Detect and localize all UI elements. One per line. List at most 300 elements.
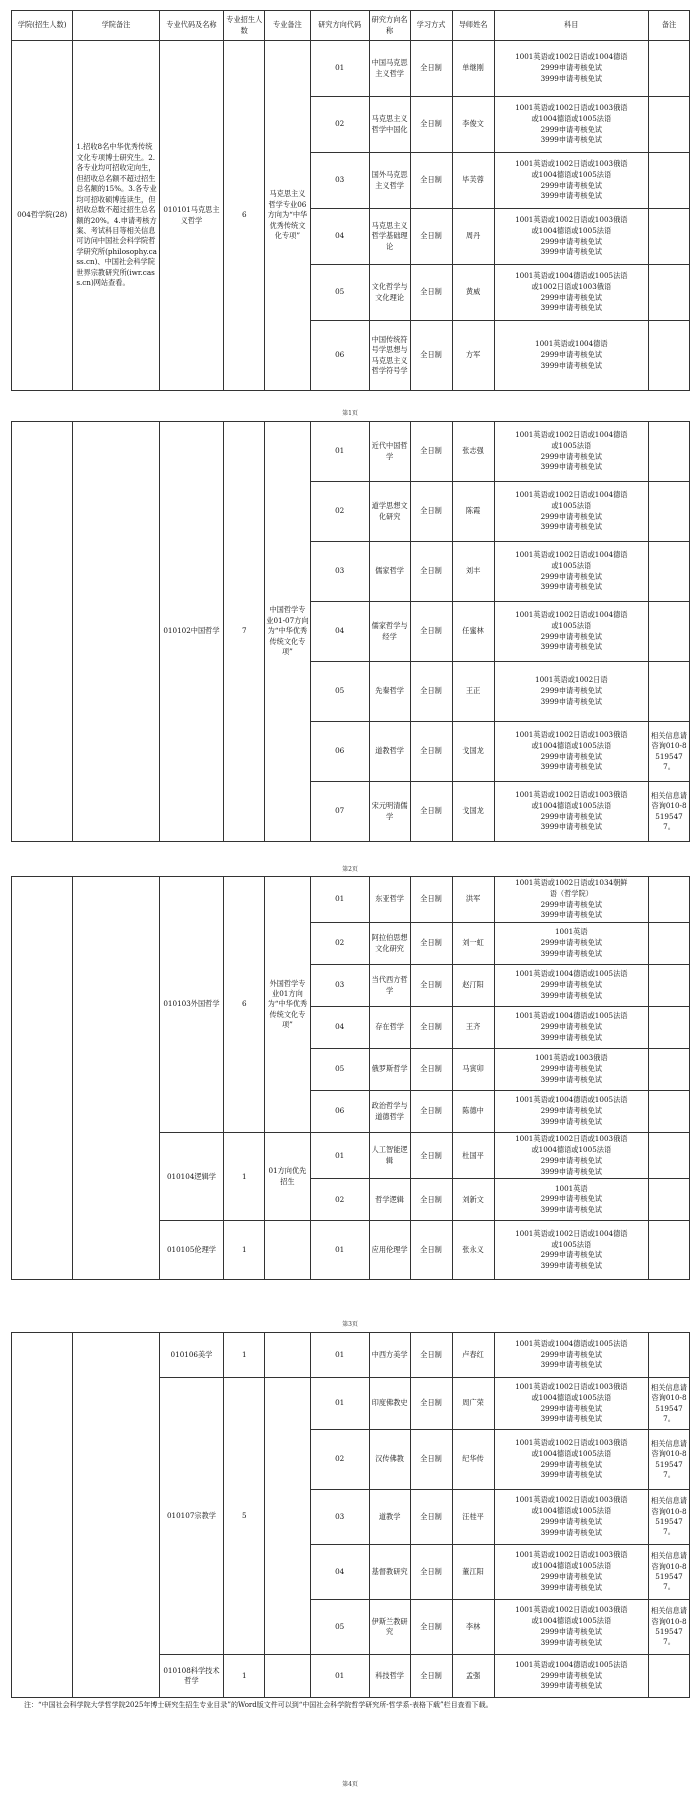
college-note (73, 422, 159, 842)
direction-name: 宋元明清儒学 (369, 782, 410, 842)
subject-line: 3999申请考核免试 (540, 1166, 602, 1176)
subject-line: 2999申请考核免试 (540, 1572, 602, 1581)
exam-subjects (494, 153, 648, 209)
subject-line: 1001英语或1004德语或1005法语 (515, 270, 628, 280)
direction-code: 02 (310, 482, 369, 542)
direction-name: 先秦哲学 (369, 662, 410, 722)
advisor-name: 汪桂平 (452, 1490, 494, 1545)
study-mode: 全日制 (410, 1133, 452, 1179)
subject-line: 2999申请考核免试 (540, 1155, 602, 1165)
exam-subjects (494, 602, 648, 662)
advisor-name: 单继刚 (452, 41, 494, 97)
subject-line: 2999申请考核免试 (540, 1670, 602, 1680)
remark (649, 877, 690, 923)
remark (649, 41, 690, 97)
header-row (12, 11, 690, 41)
direction-name: 当代西方哲学 (369, 965, 410, 1007)
direction-code: 05 (310, 1049, 369, 1091)
subject-line: 1001英语或1002日语 (535, 675, 608, 685)
exam-subjects (494, 1049, 648, 1091)
exam-subjects (494, 1091, 648, 1133)
subject-line: 或1004德语或1005法语 (531, 800, 612, 810)
major-quota: 6 (224, 877, 265, 1133)
subject-line: 2999申请考核免试 (540, 631, 602, 641)
major-quota: 5 (224, 1378, 265, 1655)
advisor-name: 马寅卯 (452, 1049, 494, 1091)
study-mode: 全日制 (410, 1179, 452, 1221)
advisor-name: 纪华传 (452, 1430, 494, 1490)
subject-line: 3999申请考核免试 (540, 1414, 602, 1424)
subject-line: 1001英语或1002日语或1004德语 (515, 1228, 628, 1238)
study-mode: 全日制 (410, 1091, 452, 1133)
subject-line: 2999申请考核免试 (540, 899, 602, 909)
direction-code: 03 (310, 1490, 369, 1545)
exam-subjects (494, 1007, 648, 1049)
remark (649, 1049, 690, 1091)
college-name (12, 422, 73, 842)
subject-line: 2999申请考核免试 (540, 511, 602, 521)
major-name: 010106美学 (159, 1333, 224, 1378)
subject-line: 或1005法语 (551, 1239, 592, 1249)
direction-code: 05 (310, 662, 369, 722)
major-note (265, 1333, 310, 1378)
direction-name: 应用伦理学 (369, 1221, 410, 1280)
study-mode: 全日制 (410, 1545, 452, 1600)
study-mode: 全日制 (410, 1655, 452, 1698)
major-note: 01方向优先招生 (265, 1133, 310, 1221)
direction-code: 06 (310, 321, 369, 391)
subject-line: 3999申请考核免试 (540, 762, 602, 772)
subject-line: 3999申请考核免试 (540, 73, 602, 83)
subject-line: 2999申请考核免试 (540, 1403, 602, 1413)
direction-name: 儒家哲学 (369, 542, 410, 602)
major-name: 010102中国哲学 (159, 422, 224, 842)
direction-code: 06 (310, 722, 369, 782)
remark (649, 265, 690, 321)
header-major: 专业代码及名称 (159, 11, 224, 41)
major-quota: 1 (224, 1221, 265, 1280)
advisor-name: 王正 (452, 662, 494, 722)
exam-subjects (494, 877, 648, 923)
study-mode: 全日制 (410, 482, 452, 542)
direction-code: 04 (310, 1007, 369, 1049)
direction-name: 道教哲学 (369, 722, 410, 782)
subject-line: 1001英语或1002日语或1003俄语 (515, 729, 628, 739)
subject-line: 1001英语或1004德语 (535, 339, 608, 349)
direction-name: 中西方美学 (369, 1333, 410, 1378)
study-mode: 全日制 (410, 1333, 452, 1378)
subject-line: 3999申请考核免试 (540, 135, 602, 145)
direction-code: 02 (310, 923, 369, 965)
remark: 相关信息请咨询010-85195477。 (649, 782, 690, 842)
direction-code: 04 (310, 209, 369, 265)
remark (649, 542, 690, 602)
subject-line: 1001英语或1002日语或1003俄语 (515, 214, 628, 224)
exam-subjects (494, 662, 648, 722)
direction-code: 07 (310, 782, 369, 842)
subject-line: 3999申请考核免试 (540, 949, 602, 959)
header-advisor: 导师姓名 (452, 11, 494, 41)
direction-code: 04 (310, 1545, 369, 1600)
advisor-name: 王齐 (452, 1007, 494, 1049)
exam-subjects (494, 1545, 648, 1600)
subject-line: 或1004德语或1005法语 (531, 1392, 612, 1402)
major-quota: 1 (224, 1133, 265, 1221)
direction-code: 04 (310, 602, 369, 662)
college-name (12, 1333, 73, 1698)
direction-code: 05 (310, 1600, 369, 1655)
college-note (73, 877, 159, 1280)
advisor-name: 戈国龙 (452, 722, 494, 782)
study-mode: 全日制 (410, 662, 452, 722)
direction-name: 俄罗斯哲学 (369, 1049, 410, 1091)
direction-name: 中国传统符号学思想与马克思主义哲学符号学 (369, 321, 410, 391)
study-mode: 全日制 (410, 722, 452, 782)
study-mode: 全日制 (410, 41, 452, 97)
direction-code: 01 (310, 1333, 369, 1378)
college-note (73, 1333, 159, 1698)
advisor-name: 李林 (452, 1600, 494, 1655)
exam-subjects (494, 965, 648, 1007)
remark (649, 602, 690, 662)
subject-line: 1001英语或1002日语或1034朝鲜 (515, 878, 628, 887)
advisor-name: 卢春红 (452, 1333, 494, 1378)
remark: 相关信息请咨询010-85195477。 (649, 1490, 690, 1545)
exam-subjects (494, 782, 648, 842)
remark (649, 662, 690, 722)
subject-line: 2999申请考核免试 (540, 1064, 602, 1074)
remark (649, 923, 690, 965)
subject-line: 1001英语或1002日语或1003俄语 (515, 1381, 628, 1391)
exam-subjects (494, 41, 648, 97)
exam-subjects (494, 209, 648, 265)
advisor-name: 戈国龙 (452, 782, 494, 842)
major-note: 马克思主义哲学专业06方向为“中华优秀传统文化专项” (265, 41, 310, 391)
advisor-name: 陈霞 (452, 482, 494, 542)
catalog-table (11, 876, 690, 1280)
catalog-page (0, 1332, 690, 1698)
subject-line: 3999申请考核免试 (540, 303, 602, 313)
advisor-name: 周丹 (452, 209, 494, 265)
catalog-page (0, 421, 690, 842)
subject-line: 3999申请考核免试 (540, 1075, 602, 1085)
direction-code: 01 (310, 1655, 369, 1698)
subject-line: 1001英语或1002日语或1004德语 (515, 489, 628, 499)
catalog-page (0, 10, 690, 391)
subject-line: 2999申请考核免试 (540, 811, 602, 821)
subject-line: 2999申请考核免试 (540, 63, 602, 73)
major-note (265, 1378, 310, 1655)
catalog-table (11, 1332, 690, 1698)
major-quota: 1 (224, 1655, 265, 1698)
direction-name: 哲学逻辑 (369, 1179, 410, 1221)
major-note: 中国哲学专业01-07方向为“中华优秀传统文化专项” (265, 422, 310, 842)
catalog-page (0, 876, 690, 1280)
direction-name: 汉传佛教 (369, 1430, 410, 1490)
exam-subjects (494, 1430, 648, 1490)
direction-name: 政治哲学与道德哲学 (369, 1091, 410, 1133)
subject-line: 3999申请考核免试 (540, 642, 602, 652)
subject-line: 1001英语 (554, 1183, 588, 1193)
remark (649, 1091, 690, 1133)
study-mode: 全日制 (410, 1378, 452, 1430)
catalog-table (11, 421, 690, 842)
subject-line: 2999申请考核免试 (540, 451, 602, 461)
table-row (12, 877, 690, 923)
subject-line: 1001英语或1002日语或1003俄语 (515, 1495, 628, 1505)
direction-code: 02 (310, 1430, 369, 1490)
direction-code: 03 (310, 542, 369, 602)
remark (649, 321, 690, 391)
advisor-name: 洪军 (452, 877, 494, 923)
subject-line: 或1004德语或1005法语 (531, 1506, 612, 1516)
advisor-name: 刘丰 (452, 542, 494, 602)
college-name: 004哲学院(28) (12, 41, 73, 391)
subject-line: 3999申请考核免试 (540, 822, 602, 832)
study-mode: 全日制 (410, 97, 452, 153)
direction-code: 06 (310, 1091, 369, 1133)
subject-line: 1001英语或1003俄语 (535, 1053, 608, 1063)
direction-name: 阿拉伯思想文化研究 (369, 923, 410, 965)
subject-line: 1001英语 (554, 927, 588, 937)
remark: 相关信息请咨询010-85195477。 (649, 1378, 690, 1430)
direction-code: 05 (310, 265, 369, 321)
advisor-name: 李俊文 (452, 97, 494, 153)
table-row (12, 41, 690, 97)
exam-subjects (494, 265, 648, 321)
exam-subjects (494, 321, 648, 391)
subject-line: 3999申请考核免试 (540, 1681, 602, 1691)
advisor-name: 张志强 (452, 422, 494, 482)
direction-code: 01 (310, 41, 369, 97)
catalog-table (11, 10, 690, 391)
remark: 相关信息请咨询010-85195477。 (649, 1600, 690, 1655)
subject-line: 或1005法语 (551, 620, 592, 630)
subject-line: 1001英语或1004德语或1005法语 (515, 969, 628, 979)
advisor-name: 毕芙蓉 (452, 153, 494, 209)
subject-line: 1001英语或1002日语或1003俄语 (515, 789, 628, 799)
header-remark: 备注 (649, 11, 690, 41)
subject-line: 3999申请考核免试 (540, 582, 602, 592)
advisor-name: 陈德中 (452, 1091, 494, 1133)
direction-name: 基督教研究 (369, 1545, 410, 1600)
major-name: 010105伦理学 (159, 1221, 224, 1280)
study-mode: 全日制 (410, 965, 452, 1007)
study-mode: 全日制 (410, 877, 452, 923)
advisor-name: 刘新文 (452, 1179, 494, 1221)
advisor-name: 刘一虹 (452, 923, 494, 965)
subject-line: 3999申请考核免试 (540, 991, 602, 1001)
subject-line: 或1004德语或1005法语 (531, 1448, 612, 1458)
table-row (12, 1333, 690, 1378)
direction-code: 02 (310, 1179, 369, 1221)
college-name (12, 877, 73, 1280)
subject-line: 1001英语或1004德语或1005法语 (515, 1011, 628, 1021)
direction-code: 01 (310, 422, 369, 482)
advisor-name: 任蜜林 (452, 602, 494, 662)
header-dir-name: 研究方向名称 (369, 11, 410, 41)
exam-subjects (494, 1655, 648, 1698)
header-college-note: 学院备注 (73, 11, 159, 41)
major-quota: 7 (224, 422, 265, 842)
exam-subjects (494, 923, 648, 965)
study-mode: 全日制 (410, 1600, 452, 1655)
subject-line: 3999申请考核免试 (540, 360, 602, 370)
direction-code: 02 (310, 97, 369, 153)
advisor-name: 赵汀阳 (452, 965, 494, 1007)
direction-code: 03 (310, 965, 369, 1007)
remark (649, 422, 690, 482)
remark (649, 1333, 690, 1378)
subject-line: 3999申请考核免试 (540, 1261, 602, 1271)
subject-line: 1001英语或1004德语或1005法语 (515, 1095, 628, 1105)
direction-name: 国外马克思主义哲学 (369, 153, 410, 209)
study-mode: 全日制 (410, 602, 452, 662)
direction-code: 01 (310, 1378, 369, 1430)
remark (649, 209, 690, 265)
subject-line: 1001英语或1002日语或1003俄语 (515, 1134, 628, 1144)
header-mode: 学习方式 (410, 11, 452, 41)
exam-subjects (494, 97, 648, 153)
subject-line: 3999申请考核免试 (540, 1527, 602, 1537)
direction-name: 近代中国哲学 (369, 422, 410, 482)
subject-line: 3999申请考核免试 (540, 1470, 602, 1480)
study-mode: 全日制 (410, 1430, 452, 1490)
study-mode: 全日制 (410, 1007, 452, 1049)
header-quota: 专业招生人数 (224, 11, 265, 41)
subject-line: 语（哲学院） (549, 888, 593, 898)
study-mode: 全日制 (410, 265, 452, 321)
advisor-name: 杜国平 (452, 1133, 494, 1179)
major-name: 010103外国哲学 (159, 877, 224, 1133)
subject-line: 3999申请考核免试 (540, 191, 602, 201)
major-note: 外国哲学专业01方向为“中华优秀传统文化专项” (265, 877, 310, 1133)
advisor-name: 周广荣 (452, 1378, 494, 1430)
subject-line: 2999申请考核免试 (540, 980, 602, 990)
subject-line: 2999申请考核免试 (540, 124, 602, 134)
subject-line: 或1004德语或1005法语 (531, 1616, 612, 1626)
direction-name: 印度佛教史 (369, 1378, 410, 1430)
direction-name: 儒家哲学与经学 (369, 602, 410, 662)
major-name: 010104逻辑学 (159, 1133, 224, 1221)
study-mode: 全日制 (410, 153, 452, 209)
subject-line: 1001英语或1002日语或1004德语 (515, 429, 628, 439)
subject-line: 或1005法语 (551, 500, 592, 510)
subject-line: 或1004德语或1005法语 (531, 1144, 612, 1154)
remark (649, 1133, 690, 1179)
study-mode: 全日制 (410, 782, 452, 842)
subject-line: 或1004德语或1005法语 (531, 740, 612, 750)
study-mode: 全日制 (410, 923, 452, 965)
exam-subjects (494, 722, 648, 782)
subject-line: 3999申请考核免试 (540, 696, 602, 706)
major-quota: 1 (224, 1333, 265, 1378)
exam-subjects (494, 1378, 648, 1430)
subject-line: 1001英语或1002日语或1004德语 (515, 609, 628, 619)
subject-line: 或1005法语 (551, 440, 592, 450)
direction-code: 01 (310, 877, 369, 923)
study-mode: 全日制 (410, 1049, 452, 1091)
footnote: 注：“中国社会科学院大学哲学院2025年博士研究生招生专业目录”的Word版文件可以到“中国社会科学院哲学研究所-哲学系-表格下载”栏目查看下载。 (24, 1701, 493, 1709)
subject-line: 2999申请考核免试 (540, 1106, 602, 1116)
subject-line: 2999申请考核免试 (540, 938, 602, 948)
direction-name: 马克思主义哲学中国化 (369, 97, 410, 153)
subject-line: 或1004德语或1005法语 (531, 1561, 612, 1571)
subject-line: 3999申请考核免试 (540, 1637, 602, 1647)
remark (649, 1655, 690, 1698)
advisor-name: 黄威 (452, 265, 494, 321)
header-major-note: 专业备注 (265, 11, 310, 41)
direction-name: 中国马克思主义哲学 (369, 41, 410, 97)
subject-line: 1001英语或1002日语或1003俄语 (515, 1605, 628, 1615)
page-number: 第1页 (342, 410, 358, 417)
table-row (12, 422, 690, 482)
study-mode: 全日制 (410, 1221, 452, 1280)
direction-code: 01 (310, 1221, 369, 1280)
remark (649, 153, 690, 209)
subject-line: 3999申请考核免试 (540, 1117, 602, 1127)
exam-subjects (494, 1333, 648, 1378)
subject-line: 2999申请考核免试 (540, 751, 602, 761)
direction-code: 03 (310, 153, 369, 209)
subject-line: 2999申请考核免试 (540, 686, 602, 696)
remark (649, 1221, 690, 1280)
major-name: 010101马克思主义哲学 (159, 41, 224, 391)
subject-line: 2999申请考核免试 (540, 180, 602, 190)
subject-line: 2999申请考核免试 (540, 571, 602, 581)
exam-subjects (494, 1221, 648, 1280)
direction-name: 伊斯兰教研究 (369, 1600, 410, 1655)
subject-line: 2999申请考核免试 (540, 1627, 602, 1636)
subject-line: 2999申请考核免试 (540, 1459, 602, 1469)
subject-line: 2999申请考核免试 (540, 1517, 602, 1526)
page-number: 第2页 (342, 866, 358, 873)
subject-line: 2999申请考核免试 (540, 292, 602, 302)
major-note (265, 1655, 310, 1698)
direction-name: 人工智能逻辑 (369, 1133, 410, 1179)
header-subjects: 科目 (494, 11, 648, 41)
direction-name: 文化哲学与文化理论 (369, 265, 410, 321)
page-number: 第4页 (342, 1781, 358, 1788)
header-dir-code: 研究方向代码 (310, 11, 369, 41)
advisor-name: 张永义 (452, 1221, 494, 1280)
subject-line: 1001英语或1004德语或1005法语 (515, 1659, 628, 1669)
study-mode: 全日制 (410, 422, 452, 482)
subject-line: 1001英语或1002日语或1003俄语 (515, 158, 628, 168)
subject-line: 1001英语或1002日语或1004德语 (515, 549, 628, 559)
remark: 相关信息请咨询010-85195477。 (649, 722, 690, 782)
exam-subjects (494, 422, 648, 482)
exam-subjects (494, 1490, 648, 1545)
subject-line: 2999申请考核免试 (540, 1194, 602, 1204)
major-name: 010107宗教学 (159, 1378, 224, 1655)
direction-name: 存在哲学 (369, 1007, 410, 1049)
remark: 相关信息请咨询010-85195477。 (649, 1545, 690, 1600)
exam-subjects (494, 1133, 648, 1179)
college-note: 1.招收8名中华优秀传统文化专项博士研究生。2.各专业均可招收定向生，但招收总名额不超过招生总名额的15%。3.各专业均可招收硕博连读生，但招收总数不超过招生总名额的20%。4.申请考核方案、考试科目等相关信息可访问中国社会科学院哲学研究所(philosophy.cass.cn)、中国社会科学院世界宗教研究所(iwr.cass.cn)网站查看。 (73, 41, 159, 391)
advisor-name: 董江阳 (452, 1545, 494, 1600)
direction-code: 01 (310, 1133, 369, 1179)
subject-line: 3999申请考核免试 (540, 247, 602, 257)
remark (649, 97, 690, 153)
remark (649, 1179, 690, 1221)
subject-line: 3999申请考核免试 (540, 1033, 602, 1043)
direction-name: 科技哲学 (369, 1655, 410, 1698)
direction-name: 道教学 (369, 1490, 410, 1545)
exam-subjects (494, 482, 648, 542)
remark (649, 1007, 690, 1049)
study-mode: 全日制 (410, 1490, 452, 1545)
